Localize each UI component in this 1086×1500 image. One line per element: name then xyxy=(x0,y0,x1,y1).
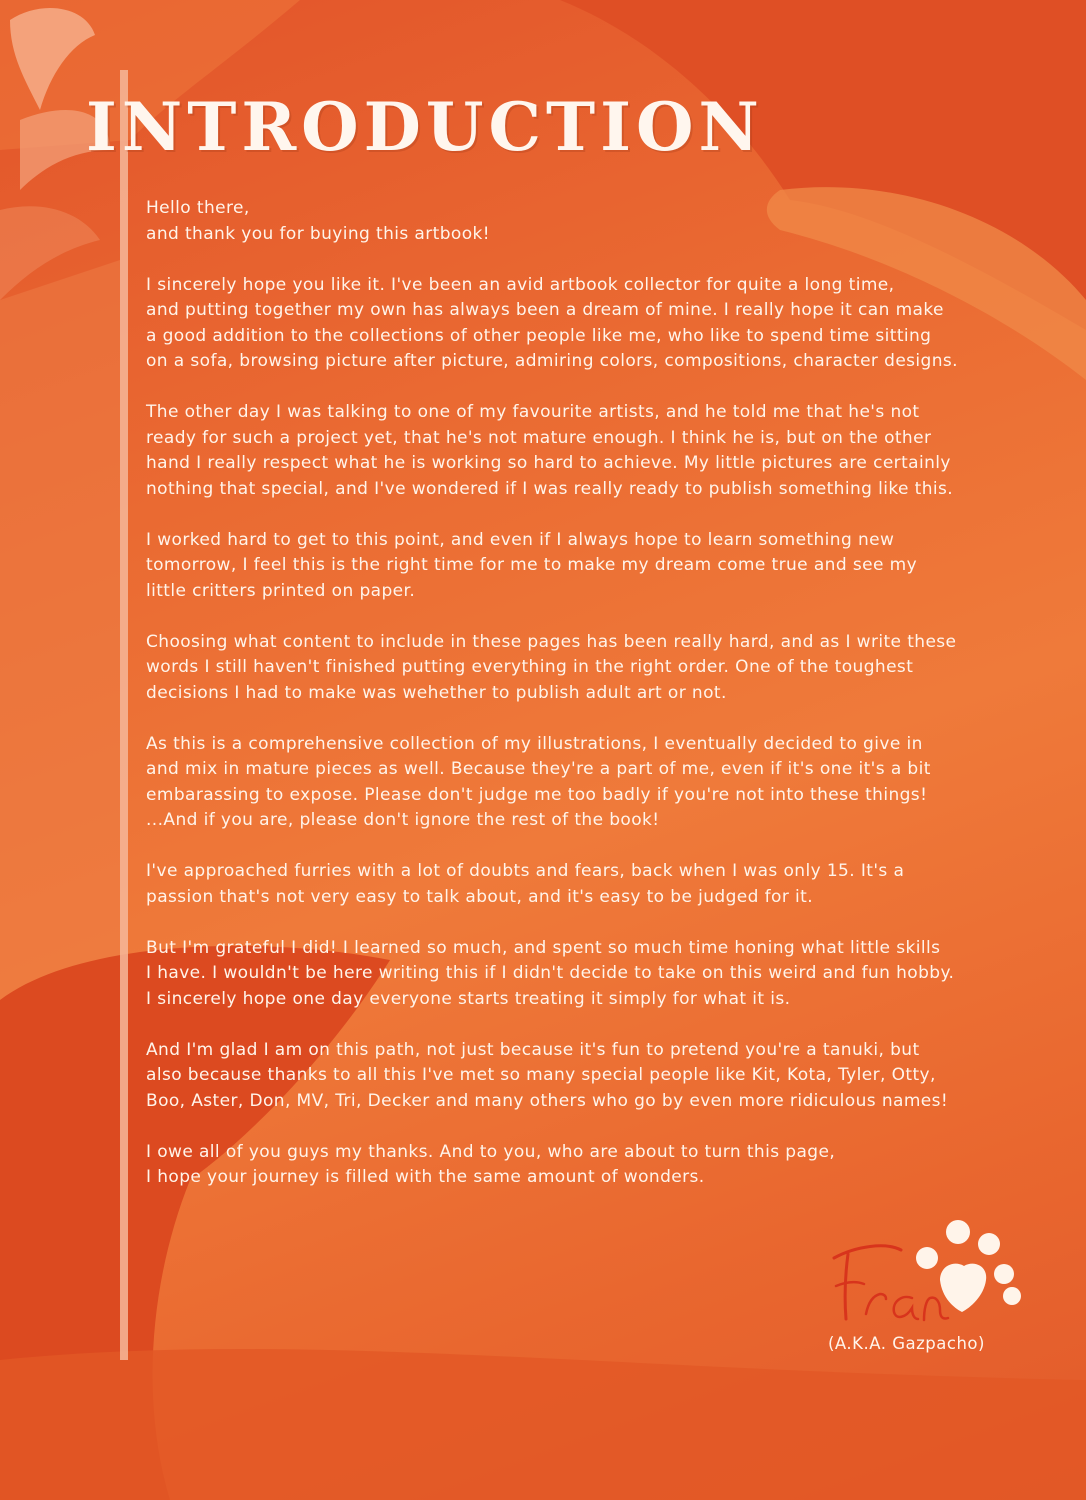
text-line: I hope your journey is filled with the same amount of wonders. xyxy=(146,1167,705,1187)
text-line: on a sofa, browsing picture after picture, admiring colors, compositions, character designs. xyxy=(146,351,958,371)
text-line: and putting together my own has always been a dream of mine. I really hope it can make xyxy=(146,300,944,320)
text-line: The other day I was talking to one of my favourite artists, and he told me that he's not xyxy=(146,402,920,422)
paragraph-1 xyxy=(146,196,1076,247)
paragraph-10 xyxy=(146,1140,1076,1191)
paragraph-8 xyxy=(146,936,1076,1013)
text-line: tomorrow, I feel this is the right time for me to make my dream come true and see my xyxy=(146,555,918,575)
text-line: But I'm grateful I did! I learned so much, and spent so much time honing what little skills xyxy=(146,937,941,958)
text-line: hand I really respect what he is working so hard to achieve. My little pictures are certainly xyxy=(146,453,951,473)
text-line: I've approached furries with a lot of doubts and fears, back when I was only 15. It's a xyxy=(146,861,905,881)
text-line: And I'm glad I am on this path, not just because it's fun to pretend you're a tanuki, but xyxy=(146,1039,920,1060)
text-line: and thank you for buying this artbook! xyxy=(146,223,490,244)
text-line: and mix in mature pieces as well. Because they're a part of me, even if it's one it's a bit xyxy=(146,759,931,779)
text-line: Hello there, xyxy=(146,198,250,218)
text-line: words I still haven't finished putting everything in the right order. One of the toughest xyxy=(146,657,914,677)
vertical-divider-line xyxy=(120,70,128,1360)
paragraph-3 xyxy=(146,400,1076,502)
paragraph-6 xyxy=(146,732,1076,834)
paragraph-2 xyxy=(146,273,1076,375)
paw-print-icon xyxy=(894,1218,1024,1328)
text-line: also because thanks to all this I've met so many special people like Kit, Kota, Tyler, Otty, xyxy=(146,1065,936,1085)
text-line: I owe all of you guys my thanks. And to you, who are about to turn this page, xyxy=(146,1141,836,1162)
text-line: As this is a comprehensive collection of my illustrations, I eventually decided to give in xyxy=(146,733,923,754)
signature-aka: (A.K.A. Gazpacho) xyxy=(828,1334,985,1353)
introduction-body xyxy=(146,196,1076,1216)
paragraph-4 xyxy=(146,528,1076,605)
paragraph-5 xyxy=(146,630,1076,707)
text-line: Choosing what content to include in these pages has been really hard, and as I write these xyxy=(146,631,957,652)
text-line: I have. I wouldn't be here writing this if I didn't decide to take on this weird and fun hobby. xyxy=(146,963,955,983)
text-line: ...And if you are, please don't ignore the rest of the book! xyxy=(146,810,660,830)
text-line: I sincerely hope you like it. I've been an avid artbook collector for quite a long time, xyxy=(146,274,895,295)
text-line: passion that's not very easy to talk about, and it's easy to be judged for it. xyxy=(146,886,814,907)
paragraph-7 xyxy=(146,859,1076,910)
text-line: embarassing to expose. Please don't judge me too badly if you're not into these things! xyxy=(146,784,928,805)
text-line: ready for such a project yet, that he's not mature enough. I think he is, but on the other xyxy=(146,427,932,448)
text-line: little critters printed on paper. xyxy=(146,580,416,601)
page-title: INTRODUCTION xyxy=(86,88,764,166)
paragraph-9 xyxy=(146,1038,1076,1115)
text-line: I worked hard to get to this point, and even if I always hope to learn something new xyxy=(146,529,895,550)
text-line: nothing that special, and I've wondered if I was really ready to publish something like this. xyxy=(146,478,954,499)
text-line: decisions I had to make was wehether to publish adult art or not. xyxy=(146,682,727,703)
text-line: a good addition to the collections of other people like me, who like to spend time sitting xyxy=(146,325,932,346)
text-line: Boo, Aster, Don, MV, Tri, Decker and many others who go by even more ridiculous names! xyxy=(146,1090,949,1111)
text-line: I sincerely hope one day everyone starts treating it simply for what it is. xyxy=(146,988,791,1009)
signature xyxy=(818,1218,1028,1378)
